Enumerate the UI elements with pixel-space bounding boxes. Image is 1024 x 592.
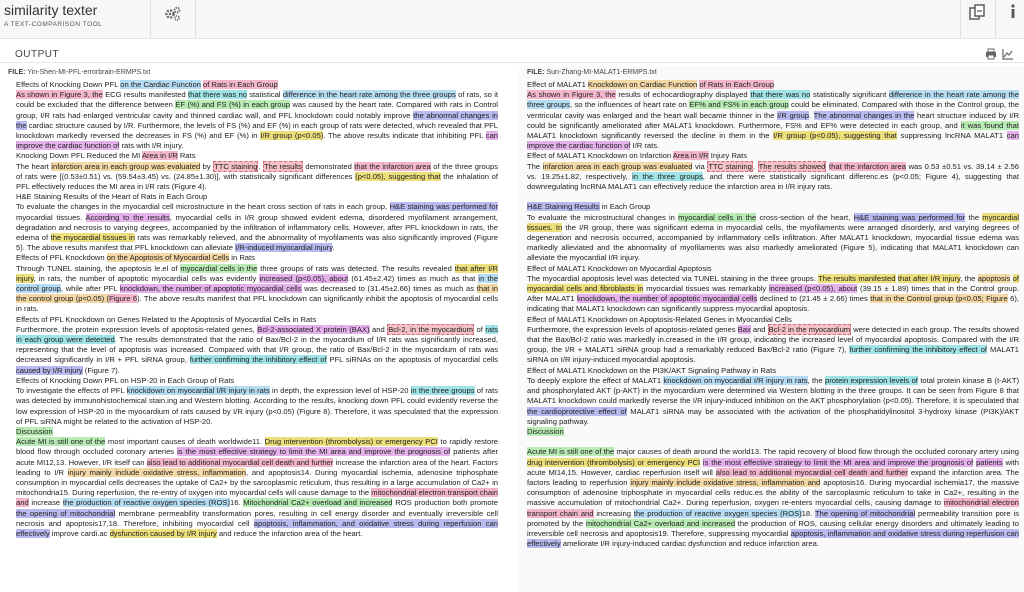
left-document-text — [16, 80, 498, 539]
left-match-highlight[interactable]: According to the results — [85, 212, 170, 222]
left-text-run: was decreased to (31.45±2.66) times as much as — [301, 284, 477, 294]
left-match-highlight[interactable]: Figure 6 — [109, 294, 138, 304]
left-match-highlight[interactable]: I/R group (p<0.05) — [260, 131, 324, 141]
right-match-highlight[interactable]: patients — [976, 457, 1003, 467]
right-match-highlight[interactable]: Area in I/R — [672, 151, 709, 161]
right-match-highlight[interactable]: infarction area in each group was evaluated — [542, 161, 693, 171]
left-match-highlight[interactable]: that there was no — [188, 90, 247, 100]
right-file-name: Sun-Zhang-MI-MALAT1-ERMPS.txt — [546, 69, 657, 76]
left-text-run: 16. — [229, 498, 244, 508]
left-text-run: , in rats, the number of apoptotic myocardial cells was evidently — [33, 273, 260, 283]
right-text-run: 6), indicating that MALAT1 knockdown can significantly suppress myocardial apoptosis. — [527, 294, 1020, 314]
gear-icon[interactable] — [162, 4, 182, 29]
left-text-run: (Figure 7). — [82, 365, 120, 375]
left-match-highlight[interactable]: Mitochondrial Ca2+ overload and increased — [243, 498, 393, 508]
right-text-run: MALAT1 siRNA may be associated with the activation of the phosphatidylinositol 3-hydroxy kinase (PI3K)/AKT signaling pathway. — [527, 406, 1019, 426]
right-match-highlight[interactable]: H&E staining was performed for — [853, 212, 966, 222]
right-match-highlight[interactable]: that after I/R injury — [897, 273, 961, 283]
right-match-highlight[interactable]: mitochondrial Ca2+ overload and increased — [585, 518, 736, 528]
left-file-label: FILE: — [8, 69, 26, 76]
right-text-run: Furthermore, the expression levels of apoptosis-related genes — [527, 324, 738, 334]
right-match-highlight[interactable]: of Rats in Each Group — [699, 80, 775, 89]
left-text-run: most important causes of death worldwide11. — [105, 437, 265, 447]
left-text-run: Furthermore, the protein expression levels of apoptosis-related genes, — [16, 324, 258, 334]
left-match-highlight[interactable]: (p<0.05), suggesting that — [355, 171, 441, 181]
left-text-run: increase the infarction area of the heart. Factors leading to I/R — [16, 457, 498, 477]
right-text-run: via — [692, 161, 708, 171]
app-subtitle: A TEXT-COMPARISON TOOL — [4, 21, 103, 28]
right-text-run: 18. — [801, 508, 815, 518]
right-match-highlight[interactable]: further confirming the inhibitory effect of — [849, 345, 988, 355]
right-match-highlight[interactable]: Bcl-2 in the myocardium — [768, 324, 851, 334]
left-match-highlight[interactable]: in the three groups — [410, 386, 475, 396]
left-match-highlight[interactable]: in the control group — [16, 273, 498, 294]
right-text-run: was 0.53 ±0.51 vs. 39.14 ± 2.56 vs. 19.25±1.82, respectively, — [527, 161, 1019, 181]
left-text-run: improve cardi.ac — [49, 528, 110, 538]
right-match-highlight[interactable]: that in the Control group (p<0.05; Figure — [870, 294, 1008, 304]
right-match-highlight[interactable]: Discussion — [527, 426, 564, 436]
left-text-run: . — [332, 243, 335, 253]
right-match-highlight[interactable]: The results manifested — [818, 273, 896, 283]
right-match-highlight[interactable]: knockdown, the number of apoptotic myocardial cells — [576, 294, 758, 304]
left-text-run: was caused by the heart rate. Compared with rats in Control group, I/R rats had enlarged ventricular cavity and thinned cardiac wall, and PFL knockdown could notably improve — [16, 100, 498, 120]
top-bar — [0, 0, 1024, 39]
right-match-highlight[interactable]: protein expression levels of — [824, 375, 918, 385]
left-match-highlight[interactable]: also lead to additional myocardial cell death and further — [146, 457, 334, 467]
left-text-run: in depth, the expression level of HSP-20 — [269, 386, 411, 396]
right-text-run: (39.15 ± 1.89) times that in the Control group. After MALAT1 — [527, 284, 1019, 304]
right-document-pane[interactable] — [519, 66, 1024, 592]
right-text-run: Effect of MALAT1 — [527, 80, 588, 89]
right-match-highlight[interactable]: in the three groups — [632, 171, 703, 181]
right-text-run: could be eliminated. Compared with those in the Control group, the ventricular cavity was enlarged and the heart wall became thinner in the — [527, 100, 1019, 120]
right-match-highlight[interactable]: Acute MI is still one of the — [527, 447, 615, 457]
output-divider — [0, 62, 1024, 63]
right-document-text — [527, 80, 1019, 549]
right-match-highlight[interactable]: apoptosis, inflammation and oxidative stress during reperfusion can effectively — [527, 528, 1019, 549]
right-text-run: Injury Rats — [708, 151, 748, 161]
left-match-highlight[interactable]: apoptosis, inflammation, and oxidative stress during reperfusion can effectively — [16, 518, 498, 538]
right-match-highlight[interactable]: also lead to additional myocardial cell death and further — [715, 467, 908, 477]
left-match-highlight[interactable]: is the most effective strategy to limit the MI area and improve the prognosis of — [177, 447, 451, 457]
left-text-run: the inhalation of PFL effectively reduces the MI area in I/R rats (Figure 4). — [16, 171, 498, 192]
left-match-highlight[interactable]: difference in the heart rate among the three groups — [282, 90, 456, 100]
left-text-run: of rats, so it could be excluded that the difference between — [16, 90, 498, 110]
right-text-run: declined to (21.45 ± 2.66) times — [757, 294, 871, 304]
left-match-highlight[interactable]: Drug intervention (thrombolysis) or emergency PCI — [264, 437, 438, 447]
left-text-run: of — [473, 324, 486, 334]
left-text-run: To evaluate the changes in the myocardial cell microstructure in the heart cross section of rats in each group, — [16, 202, 390, 212]
left-text-run: of rats was detected by immunohistochemical stain.ing and Western blotting. According to the results, knocking down PFL could evidently reverse the low expression of HSP-20 in the myocardium of rats caused by I/R injury (p<0.05) (Figure 8). Therefore, it was speculated that the expression of PFL siRNA might be related to the activation of HSP-20. — [16, 386, 499, 426]
right-text-run: . — [808, 110, 814, 120]
left-text-run: demonstrated — [302, 161, 355, 171]
right-text-run: increasing — [593, 508, 634, 518]
right-text-run: with acute MI14,15. However, cardiac reperfusion itself will — [527, 457, 1019, 477]
right-match-highlight[interactable]: drug intervention (thrombolysis) or emergency PCI — [527, 457, 701, 467]
left-text-run: . — [258, 161, 264, 171]
left-text-run: Knocking Down PFL Reduced the MI — [16, 151, 142, 161]
right-text-run: Effect of MALAT1 Knockdown on Apoptosis-Related Genes in Myocardial Cells — [527, 314, 792, 324]
left-text-run: , and apoptosis14. During myocardial ischemia, adenosine triphosphate consumption in myocardial cells decreases the uptake of Ca2+ by the sarcoplasmic reticulum, thus resulting in a large accumulation of Ca2+ in mitochondria15. During reperfusion, the re-entry of oxygen into myocardial cells will cause damage to the — [16, 467, 498, 498]
left-match-highlight[interactable]: that in the control group (p<0.05) ( — [16, 284, 498, 304]
right-match-highlight[interactable]: mitochondrial electron transport chain and — [527, 498, 1019, 518]
right-match-highlight[interactable]: apoptosis — [977, 273, 1011, 283]
info-icon[interactable] — [1008, 3, 1018, 26]
right-text-run: To deeply explore the effect of MALAT1 — [527, 375, 664, 385]
right-match-highlight[interactable]: is the most effective strategy to limit the MI area and improve the prognosis of — [702, 457, 974, 467]
right-text-run: ameliorate I/R injury-induced cardiac dysfunction and reduce infarction area. — [560, 539, 819, 549]
left-match-highlight[interactable]: the myocardial tissues in — [50, 233, 135, 243]
right-match-highlight[interactable]: that the infarction area — [828, 161, 906, 171]
left-text-run: by — [200, 161, 214, 171]
left-text-run: cardiac structure caused by I/R. Furthermore, the levels of FS (%) and EF (%) in each group of rats were detected, which revealed that PFL knockdown markedly reversed the decreases in FS (%) and EF (%) in — [16, 120, 498, 141]
right-match-highlight[interactable]: The abnormal changes in the — [813, 110, 915, 120]
left-text-run: To investigate the effects of PFL — [16, 386, 127, 396]
left-file-name: Yin-Shen-MI-PFL-errorbrain-ERMPS.txt — [27, 69, 151, 76]
left-text-run: Effects of PFL Knockdown on Genes Related to the Apoptosis of Myocardial Cells in Rats — [16, 314, 317, 324]
right-text-run: heart structure induced by I/R could be significantly ameliorated after MALAT1 knockdown. Furthermore, FS% and EF% were detected in each group, and — [527, 110, 1019, 130]
right-match-highlight[interactable]: knockdown on myocardial I/R injury in rats — [663, 375, 808, 385]
swap-icon[interactable] — [968, 4, 986, 27]
right-match-highlight[interactable]: the production of reactive oxygen species (ROS) — [633, 508, 802, 518]
right-match-highlight[interactable]: I/R group (p<0.05), suggesting that — [773, 131, 897, 141]
left-text-run: Rats — [177, 151, 196, 161]
left-text-run: patients after acute MI12,13. However, I/R itself can — [16, 447, 499, 467]
right-text-run: expand the infarction area. The factors leading to reperfusion — [527, 467, 1020, 487]
right-file-label: FILE: — [527, 69, 545, 76]
left-match-highlight[interactable]: TTC staining — [214, 161, 258, 171]
left-match-highlight[interactable]: Area in I/R — [141, 151, 178, 161]
right-match-highlight[interactable]: can improve the cardiac function of — [527, 131, 1019, 151]
right-text-run: Effect of MALAT1 Knockdown on Infarction — [527, 151, 673, 161]
right-match-highlight[interactable]: difference in the heart rate among the three groups — [527, 90, 1020, 110]
left-match-highlight[interactable]: As shown in Figure 3, the — [16, 90, 103, 100]
left-match-highlight[interactable]: on the Apoptosis of Myocardial Cells — [106, 253, 230, 263]
right-match-highlight[interactable]: myocardial cells in the — [678, 212, 757, 222]
left-document-pane[interactable] — [0, 66, 512, 592]
right-match-highlight[interactable]: injury mainly include oxidative stress, inflammation and — [630, 477, 821, 487]
right-text-run: the — [965, 212, 983, 222]
left-file-header — [8, 69, 150, 76]
left-text-run: Through TUNEL staining, the apoptosis le.el of — [16, 263, 181, 273]
right-text-run: , the — [960, 273, 978, 283]
right-match-highlight[interactable]: myocardial tissues. In — [527, 212, 1020, 232]
left-text-run: three groups of rats was detected. The results revealed — [257, 263, 455, 273]
left-match-highlight[interactable]: rats in each group were detected — [16, 324, 499, 345]
right-match-highlight[interactable]: Knockdown on Cardiac Function — [587, 80, 698, 89]
right-text-run: , the — [807, 375, 825, 385]
left-match-highlight[interactable]: on the Cardiac Function — [120, 80, 201, 89]
right-text-run: MALAT1 siRNA on I/R injury-induced myocardial apoptosis. — [527, 345, 1019, 365]
right-match-highlight[interactable]: As shown in Figure 3, the — [527, 90, 616, 100]
right-text-run: Effect of MALAT1 Knockdown on the PI3K/AKT Signaling Pathway in Rats — [527, 365, 777, 375]
right-text-run: in Each Group — [599, 202, 651, 212]
left-text-run: PFL siRNAs on the apoptosis of myocardial cells — [326, 355, 498, 365]
right-match-highlight[interactable]: The results showed — [758, 161, 826, 171]
left-match-highlight[interactable]: the production of reactive oxygen species (ROS) — [62, 498, 230, 508]
right-text-run: the I/R group, there was significant edema in myocardial cells, the myofilaments were arranged disorderly, and varying degrees of degeneration and necrosis occurred, accompanied by inflammatory cells infiltration. After MALAT1 knockdown, myocardial tissue edema was markedly alleviated and the abnormality of myofilaments was also markedly ameliorated (Figure 5), indicating that MALAT1 knockdown can alleviate the myocardial I/R injury. — [527, 222, 1020, 263]
left-text-run: and — [369, 324, 388, 334]
right-match-highlight[interactable]: Bax — [737, 324, 751, 334]
right-text-run: Effect of MALAT1 Knockdown on Myocardial Apoptosis — [527, 263, 712, 273]
left-match-highlight[interactable]: Bcl-2-associated X protein (BAX) — [257, 324, 370, 334]
left-match-highlight[interactable]: The results — [264, 161, 302, 171]
right-text-run: . — [752, 161, 758, 171]
right-match-highlight[interactable]: I/R group — [777, 110, 809, 120]
brand — [0, 0, 150, 38]
left-text-run: . The above results indicate that inhibiting PFL — [323, 131, 486, 141]
left-text-run: in Rats — [229, 253, 255, 263]
left-text-run: rats with I/R injury. — [119, 141, 184, 151]
left-text-run: Effects of Knocking Down PFL — [16, 80, 121, 89]
left-match-highlight[interactable]: of Rats in Each Group — [203, 80, 278, 89]
right-text-run: suppressing lncRNA MALAT1 — [896, 131, 1007, 141]
right-text-run: , so the influences of heart rate on — [569, 100, 690, 110]
right-text-run: I/R rats. — [630, 141, 660, 151]
right-match-highlight[interactable]: H&E Staining Results — [527, 202, 600, 212]
left-match-highlight[interactable]: dysfunction caused by I/R injury — [109, 528, 217, 538]
right-text-run: permeability transition pore is promoted by the — [527, 508, 1019, 528]
left-text-run: , while after PFL — [60, 284, 120, 294]
separator — [150, 0, 151, 38]
left-match-highlight[interactable]: caused by I/R injury — [16, 365, 83, 375]
left-match-highlight[interactable]: that the infarction area — [354, 161, 431, 171]
left-match-highlight[interactable]: I/R-induced myocardial injury — [235, 243, 333, 253]
separator — [195, 0, 196, 38]
left-match-highlight[interactable]: Acute MI is still one of the — [16, 437, 106, 447]
left-match-highlight[interactable]: mitochondrial electron transport chain and — [16, 488, 498, 508]
right-match-highlight[interactable]: the cardioprotective effect of — [527, 406, 627, 416]
app-title: similarity texter — [4, 2, 98, 18]
right-text-run: statistically significant — [810, 90, 889, 100]
right-text-run: total protein kinase B (t-AKT) and phosphorylated AKT (p-AKT) in the myocardium were determined via Western blotting in the three groups. It can be seen from Figure 8 that MALAT1 knockdown could markedly reverse the I/R injury-induced inhibition on the AKT phosphorylation (p<0.05). Therefore, it is speculated that — [527, 375, 1019, 406]
left-match-highlight[interactable]: the abnormal changes in the — [16, 110, 498, 130]
left-text-run: to rapidly restore blood flow through occluded coronary arteries — [16, 437, 498, 457]
left-match-highlight[interactable]: injury mainly include oxidative stress, inflammation — [67, 467, 246, 477]
output-heading: OUTPUT — [15, 49, 60, 60]
right-text-run: , and there were statistically significant differenc.es (p<0.05; Figure 4), suggesting that downregulating lncRNA MALAT1 can effectively reduce the infarction area in I/R injury rats. — [527, 171, 1020, 192]
right-match-highlight[interactable]: increased (p<0.05), about — [769, 284, 858, 294]
left-match-highlight[interactable]: can improve the cardiac function of — [16, 131, 499, 151]
right-file-header — [527, 69, 657, 76]
right-text-run: were detected in each group. The results showed that the Bax/Bcl-2 ratio was markedly in.creased in the I/R group, indicating the increased level of myocardial apoptosis. Compared with the I/R group, the I/R + MALAT1 siRNA group had a remarkably reduced Bax/Bcl-2 ratio (Figure 7), — [527, 324, 1020, 355]
left-match-highlight[interactable]: the opening of mitochondrial — [16, 508, 116, 518]
left-text-run: ). The above results manifest that PFL knockdown can significantly inhibit the apoptosis of myocardial cells in rats. — [16, 294, 498, 314]
left-text-run: Effects of Knocking Down PFL on HSP-20 in Each Group of Rats — [16, 375, 235, 385]
left-match-highlight[interactable]: increased (p<0.05), about — [259, 273, 349, 283]
left-match-highlight[interactable]: H&E staining was performed for — [389, 202, 499, 212]
right-text-run: To evaluate the microstructural changes in — [527, 212, 679, 222]
left-text-run: rats was remarkably relieved, and the abnormality of myofilaments was also significantly improved (Figure 5). The above results manifest that PFL knockdown can alleviate — [16, 233, 498, 253]
left-text-run: statistical — [246, 90, 283, 100]
left-match-highlight[interactable]: knockdown on myocardial I/R injury in rats — [126, 386, 270, 396]
left-match-highlight[interactable]: further confirming the inhibitory effect of — [189, 355, 327, 365]
separator — [995, 0, 996, 38]
right-text-run: The — [527, 161, 543, 171]
right-match-highlight[interactable]: of myocardial cells and fibroblasts in — [527, 273, 1019, 294]
left-text-run: , myocardial cells in I/R group showed evident edema, disordered myofilament arrangement, degradation and necrosis to varying degrees, accompanied by the infiltration of inflammatory cells. However, after PFL knockdown in rats, the edema of — [16, 212, 498, 243]
left-text-run: (61.45±2.42) times as much as that — [348, 273, 479, 283]
right-match-highlight[interactable]: TTC staining — [708, 161, 752, 171]
left-text-run: increase — [28, 498, 63, 508]
left-text-run: The heart — [16, 161, 52, 171]
left-text-run: Effects of PFL Knockdown — [16, 253, 107, 263]
right-text-run: cross-section of the heart, — [756, 212, 854, 222]
right-text-run: myocardial tissues was remarkably — [643, 284, 769, 294]
left-match-highlight[interactable]: Bcl-2, in the myocardium — [388, 324, 473, 334]
right-text-run: major causes of death around the world13. The rapid recovery of blood flow through the occluded coronary artery using — [614, 447, 1020, 457]
right-match-highlight[interactable]: The opening of mitochondrial — [814, 508, 916, 518]
right-text-run: The myocardial apoptosis level was detected via TUNEL staining in the three groups. — [527, 273, 819, 283]
left-match-highlight[interactable]: Discussion — [16, 426, 53, 436]
right-text-run: results of echocardiography displayed — [615, 90, 751, 100]
left-text-run: H&E Staining Results of the Heart of Rats in Each Group — [16, 192, 208, 202]
right-match-highlight[interactable]: that there was no — [750, 90, 811, 100]
right-text-run: apoptosis16. During myocardial ischemia17, the massive consumption of adenosine triphosphate in myocardial cells reduc.es the ability of the sarcoplasmic reticulum to take in Ca2+, resulting in the massive accumulation of mitochondrial Ca2+. During reperfusion, oxygen re-enters myocardial cells, causing damage to — [527, 477, 1020, 508]
right-text-run: the production of ROS, causing cellular energy disorders and ultimately leading to irreversible cell necrosis and apoptosis19. Therefore, suppressing myocardial — [527, 518, 1019, 538]
left-match-highlight[interactable]: infarction area in each group was evaluated — [51, 161, 201, 171]
left-text-run: of the three groups of rats were [(0.53±0.51) vs. (59.54±3.45) vs. (24.85±1.30)], with statistically significant differences — [16, 161, 499, 181]
left-text-run: and reduce the infarction area of the heart. — [216, 528, 363, 538]
left-text-run: ECG results manifested — [102, 90, 189, 100]
right-text-run: MALAT1 knockdown significantly reversed the decline in them in the — [527, 131, 774, 141]
separator — [960, 0, 961, 38]
left-match-highlight[interactable]: knockdown, the number of apoptotic myocardial cells — [119, 284, 302, 294]
left-text-run: . The results demonstrated that the ratio of Bax/Bcl-2 in the myocardium of I/R rats was significantly increased, representing that the level of apoptosis was increased. Compared with that I/R group, the ratio of Bax/Bcl-2 in the myocardium of rats was decreased significantly in I/R + PFL siRNA group, — [16, 335, 498, 365]
right-match-highlight[interactable]: EF% and FS% in each group — [689, 100, 789, 110]
left-match-highlight[interactable]: EF (%) and FS (%) in each group — [175, 100, 290, 110]
left-text-run: ROS production both promote — [392, 498, 498, 508]
left-match-highlight[interactable]: myocardial cells in the — [180, 263, 258, 273]
left-text-run: membrane permeability transformation pores, resulting in cell energy disorder and eventually irreversible cell necrosis and apoptosis17,18. Therefore, inhibiting myocardial cell — [16, 508, 498, 528]
left-match-highlight[interactable]: that after I/R injury — [16, 263, 498, 283]
right-match-highlight[interactable]: it was found that — [960, 120, 1019, 130]
right-text-run: and — [750, 324, 768, 334]
left-text-run: myocardial tissues. — [16, 212, 86, 222]
